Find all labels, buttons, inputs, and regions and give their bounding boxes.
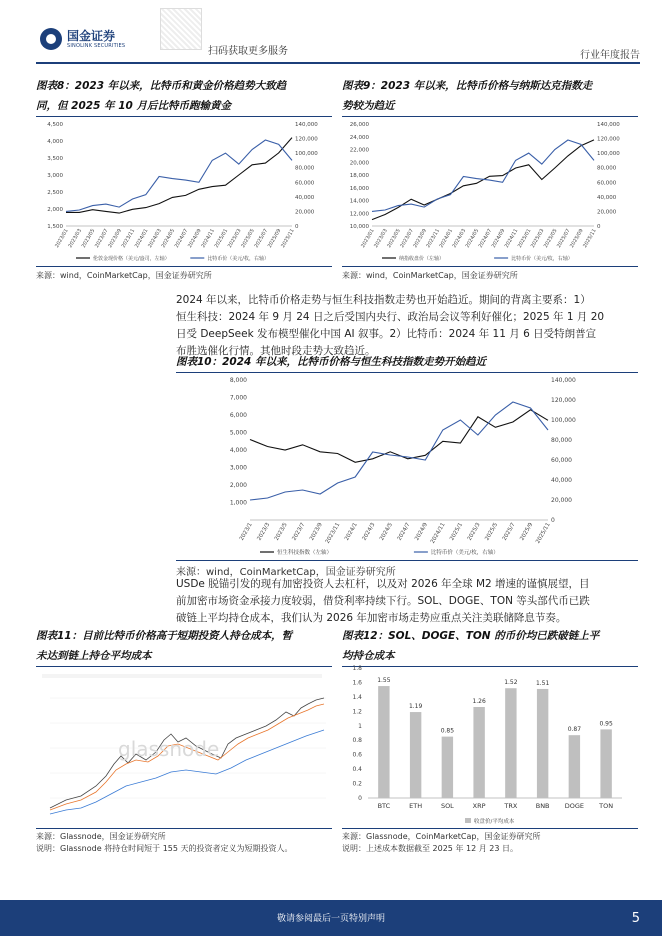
y-right-tick-label: 80,000: [551, 437, 572, 444]
legend-swatch: [465, 818, 471, 823]
header-divider: [36, 62, 640, 64]
fig9-title: 图表9：2023 年以来，比特币价格与纳斯达克指数走 势较为趋近: [342, 80, 593, 112]
y-left-tick-label: 26,000: [349, 122, 369, 128]
legend-label: 比特币价（美元/枚，右轴）: [430, 550, 499, 556]
data-label: 0.87: [567, 726, 582, 734]
footer-disclaimer[interactable]: 敬请参阅最后一页特别声明: [276, 914, 385, 924]
x-tick-label: 2025/1: [449, 522, 465, 542]
x-tick-label: 2023/7: [291, 522, 307, 542]
logo-icon: [40, 28, 62, 50]
fig12-bottom-rule: [342, 828, 638, 829]
x-tick-label: 2025/11: [280, 228, 296, 249]
y-left-tick-label: 3,000: [229, 464, 247, 472]
fig9-bottom-rule: [342, 266, 638, 267]
category-label: TON: [599, 802, 614, 810]
data-label: 0.85: [440, 727, 455, 735]
x-tick-label: 2025/07: [253, 228, 270, 249]
y-left-tick-label: 4,000: [47, 139, 63, 145]
y-left-tick-label: 2,000: [47, 207, 63, 213]
y-right-tick-label: 120,000: [597, 136, 620, 143]
qr-code-icon[interactable]: [160, 8, 202, 50]
legend-label: 伦敦金现价格（美元/盎司，左轴）: [93, 256, 170, 262]
legend-label: 收盘价/平均成本: [474, 819, 515, 825]
legend-label: 比特币价（美元/枚，右轴）: [207, 256, 269, 262]
x-tick-label: 2023/11: [425, 228, 442, 249]
fig11-legend: [42, 674, 322, 678]
y-left-tick-label: 1,000: [229, 499, 247, 507]
x-tick-label: 2025/9: [519, 522, 535, 542]
x-tick-label: 2023/09: [412, 228, 428, 249]
y-right-tick-label: 20,000: [295, 209, 315, 216]
scan-text: 扫码获取更多服务: [208, 46, 288, 57]
y-left-tick-label: 2,500: [47, 190, 63, 196]
y-right-tick-label: 100,000: [551, 417, 576, 424]
bar-ETH: [410, 712, 421, 798]
x-tick-label: 2024/7: [396, 522, 412, 542]
fig8-bottom-rule: [36, 266, 332, 267]
x-tick-label: 2023/03: [373, 228, 389, 249]
series-line-0: [250, 410, 548, 463]
bar-TRX: [505, 688, 516, 798]
y-right-tick-label: 40,000: [597, 194, 617, 201]
y-right-tick-label: 0: [597, 224, 601, 230]
y-left-tick-label: 16,000: [349, 185, 369, 192]
y-left-tick-label: 14,000: [349, 198, 369, 205]
fig11-source: 来源：Glassnode，国金证券研究所: [36, 832, 166, 841]
y-right-tick-label: 0: [551, 517, 555, 524]
x-tick-label: 2025/7: [501, 522, 517, 542]
category-label: DOGE: [564, 802, 585, 810]
y-left-tick-label: 18,000: [349, 173, 369, 179]
paragraph-1: 2024 年以来，比特币价格走势与恒生科技指数走势也开始趋近。期间的背离主要系：1） 恒生科技：2024 年 9 月 24 日之后受国内央行、政治局会议等利好催化；2025 年 1 月 20 日受 DeepSeek 发布模型催化中国 AI 叙事。2）比特币：2024 年 11 月 6 日受特朗普宣 布胜选催化行情。其他时段走势大致趋近。: [176, 294, 605, 357]
x-tick-label: 2024/11: [200, 228, 216, 249]
fig12-chart: [342, 662, 638, 828]
y-right-tick-label: 140,000: [597, 122, 620, 128]
x-tick-label: 2024/09: [490, 228, 507, 249]
y-tick-label: 0.8: [352, 737, 362, 745]
y-right-tick-label: 120,000: [295, 136, 318, 143]
fig10-title: 图表10：2024 年以来，比特币价格与恒生科技指数走势开始趋近: [176, 356, 486, 368]
x-tick-label: 2024/1: [344, 522, 359, 542]
data-label: 1.19: [408, 703, 423, 711]
fig11-rule: [36, 666, 332, 667]
y-left-tick-label: 4,500: [47, 122, 63, 128]
y-left-tick-label: 5,000: [229, 429, 247, 437]
fig11-chart: [36, 668, 332, 828]
logo: [40, 28, 125, 50]
logo-cn: 国金证券: [67, 28, 116, 43]
y-right-tick-label: 80,000: [597, 165, 617, 172]
y-tick-label: 1.8: [352, 665, 362, 672]
x-tick-label: 2025/01: [516, 228, 533, 249]
data-label: 1.26: [472, 698, 486, 705]
x-tick-label: 2024/5: [379, 522, 394, 542]
x-tick-label: 2023/01: [54, 228, 70, 249]
series-line-1: [250, 402, 548, 500]
x-tick-label: 2024/01: [438, 228, 455, 249]
bar-XRP: [473, 707, 484, 798]
x-tick-label: 2023/3: [256, 522, 272, 542]
y-left-tick-label: 12,000: [349, 211, 369, 218]
x-tick-label: 2025/03: [226, 228, 243, 249]
x-tick-label: 2024/3: [361, 522, 377, 542]
legend-label: 恒生科技指数（左轴）: [277, 550, 333, 556]
y-right-tick-label: 60,000: [295, 180, 315, 187]
x-tick-label: 2023/01: [360, 228, 376, 249]
y-tick-label: 0.2: [352, 780, 362, 788]
fig8-source: 来源：wind，CoinMarketCap，国金证券研究所: [36, 271, 212, 280]
category-label: BNB: [535, 802, 550, 810]
data-label: 1.52: [504, 679, 518, 687]
y-right-tick-label: 80,000: [295, 165, 315, 172]
x-tick-label: 2025/09: [569, 228, 585, 249]
x-tick-label: 2023/11: [120, 228, 137, 249]
x-tick-label: 2025/01: [213, 228, 230, 249]
y-right-tick-label: 0: [295, 224, 299, 230]
x-tick-label: 2025/05: [542, 228, 559, 249]
fig10-chart: [176, 374, 638, 560]
y-left-tick-label: 20,000: [349, 160, 369, 167]
series-line-1: [372, 140, 594, 211]
fig12-note: 说明：上述成本数据截至 2025 年 12 月 23 日。: [342, 844, 518, 853]
bar-BNB: [537, 689, 548, 798]
y-left-tick-label: 10,000: [349, 224, 369, 230]
fig9-source: 来源：wind，CoinMarketCap，国金证券研究所: [342, 271, 518, 280]
category-label: TRX: [504, 802, 518, 810]
fig8-chart: [36, 118, 332, 266]
x-tick-label: 2025/5: [484, 522, 500, 542]
y-left-tick-label: 24,000: [349, 134, 369, 141]
data-label: 1.55: [377, 677, 391, 685]
fig10-bottom-rule: [176, 560, 638, 561]
x-tick-label: 2024/11: [503, 228, 520, 249]
y-right-tick-label: 60,000: [597, 180, 617, 187]
legend-label: 纳指收盘价（左轴）: [399, 256, 445, 262]
x-tick-label: 2024/03: [147, 228, 163, 249]
x-tick-label: 2024/01: [133, 228, 150, 249]
x-tick-label: 2025/07: [556, 228, 572, 249]
category-label: SOL: [440, 802, 454, 810]
fig11-bottom-rule: [36, 828, 332, 829]
logo-en: SINOLINK SECURITIES: [67, 42, 126, 49]
x-tick-label: 2025/11: [582, 228, 598, 249]
x-tick-label: 2024/05: [464, 228, 481, 249]
y-tick-label: 1: [358, 722, 362, 730]
fig11-watermark: glassnode: [118, 737, 220, 761]
fig9-rule: [342, 116, 638, 117]
paragraph-2: USDe 脱锚引发的现有加密投资人去杠杆，以及对 2026 年全球 M2 增速的谨慎展望，目 前加密市场资金承接力度较弱，借贷利率持续下行。SOL、DOGE、TON 等头部代币已跌 破链上平均持仓成本，我们认为 2026 年加密市场走势应重点关注美联储降息节奏。: [176, 578, 590, 624]
x-tick-label: 2025/11: [535, 522, 552, 545]
x-tick-label: 2024/11: [429, 522, 447, 545]
fig9-chart: [342, 118, 638, 266]
fig10-rule: [176, 372, 638, 373]
x-tick-label: 2023/07: [94, 228, 110, 249]
x-tick-label: 2024/03: [451, 228, 468, 249]
x-tick-label: 2023/07: [399, 228, 415, 249]
series-line-1: [66, 140, 292, 211]
x-tick-label: 2024/05: [160, 228, 177, 249]
y-right-tick-label: 20,000: [597, 209, 617, 216]
x-tick-label: 2024/9: [414, 522, 430, 542]
data-label: 1.51: [535, 679, 550, 687]
y-left-tick-label: 3,000: [47, 173, 63, 179]
x-tick-label: 2023/03: [67, 228, 84, 249]
fig11-title: 图表11：目前比特币价格高于短期投资人持仓成本，暂 未达到链上持仓平均成本: [36, 630, 293, 662]
y-right-tick-label: 100,000: [295, 151, 318, 158]
y-right-tick-label: 40,000: [295, 194, 315, 201]
y-tick-label: 1.4: [352, 693, 362, 701]
y-right-tick-label: 100,000: [597, 151, 620, 158]
y-right-tick-label: 40,000: [551, 477, 572, 484]
y-left-tick-label: 8,000: [229, 377, 247, 384]
y-left-tick-label: 2,000: [229, 482, 247, 489]
y-right-tick-label: 140,000: [295, 122, 318, 128]
x-tick-label: 2025/05: [240, 228, 256, 249]
y-tick-label: 0.4: [352, 766, 362, 774]
y-left-tick-label: 22,000: [349, 147, 369, 154]
y-left-tick-label: 1,500: [47, 224, 63, 230]
x-tick-label: 2023/5: [273, 522, 289, 542]
bar-BTC: [378, 686, 389, 798]
x-tick-label: 2024/09: [187, 228, 203, 249]
series-line-0: [66, 138, 292, 214]
x-tick-label: 2023/11: [324, 522, 342, 545]
category-label: XRP: [472, 802, 486, 810]
fig12-title: 图表12：SOL、DOGE、TON 的币价均已跌破链上平 均持仓成本: [342, 630, 600, 662]
fig8-title: 图表8：2023 年以来，比特币和黄金价格趋势大致趋 同，但 2025 年 10 月后比特币跑输黄金: [36, 80, 287, 112]
y-left-tick-label: 7,000: [229, 394, 247, 402]
x-tick-label: 2025/09: [266, 228, 283, 249]
category-label: ETH: [409, 802, 423, 810]
y-tick-label: 1.2: [352, 708, 362, 716]
fig10-source: 来源：wind，CoinMarketCap，国金证券研究所: [176, 567, 396, 578]
y-right-tick-label: 20,000: [551, 497, 572, 504]
legend-label: 比特币价（美元/枚，右轴）: [511, 256, 573, 262]
fig11-note: 说明：Glassnode 将持仓时间短于 155 天的投资者定义为短期投资人。: [36, 844, 293, 853]
y-right-tick-label: 120,000: [551, 397, 576, 404]
y-left-tick-label: 4,000: [229, 447, 247, 454]
x-tick-label: 2023/09: [107, 228, 123, 249]
y-left-tick-label: 3,500: [47, 156, 63, 162]
x-tick-label: 2025/03: [529, 228, 546, 249]
bar-SOL: [442, 737, 453, 798]
x-tick-label: 2025/3: [466, 522, 482, 542]
x-tick-label: 2023/1: [238, 522, 254, 542]
x-tick-label: 2023/9: [308, 522, 324, 542]
y-tick-label: 0.6: [352, 751, 362, 759]
y-tick-label: 1.6: [352, 679, 362, 687]
x-tick-label: 2024/07: [477, 228, 494, 249]
category-label: BTC: [377, 802, 391, 810]
x-tick-label: 2023/05: [80, 228, 97, 249]
y-left-tick-label: 6,000: [229, 412, 247, 419]
page-number: 5: [631, 911, 640, 926]
data-label: 0.95: [599, 720, 613, 728]
bar-DOGE: [569, 735, 580, 798]
fig8-rule: [36, 116, 332, 117]
bar-TON: [600, 729, 611, 798]
x-tick-label: 2023/05: [386, 228, 402, 249]
y-tick-label: 0: [358, 795, 362, 802]
y-right-tick-label: 140,000: [551, 377, 576, 384]
report-type: 行业年度报告: [580, 50, 640, 61]
y-right-tick-label: 60,000: [551, 457, 572, 464]
fig12-source: 来源：Glassnode，CoinMarketCap，国金证券研究所: [342, 832, 541, 841]
x-tick-label: 2024/07: [173, 228, 190, 249]
